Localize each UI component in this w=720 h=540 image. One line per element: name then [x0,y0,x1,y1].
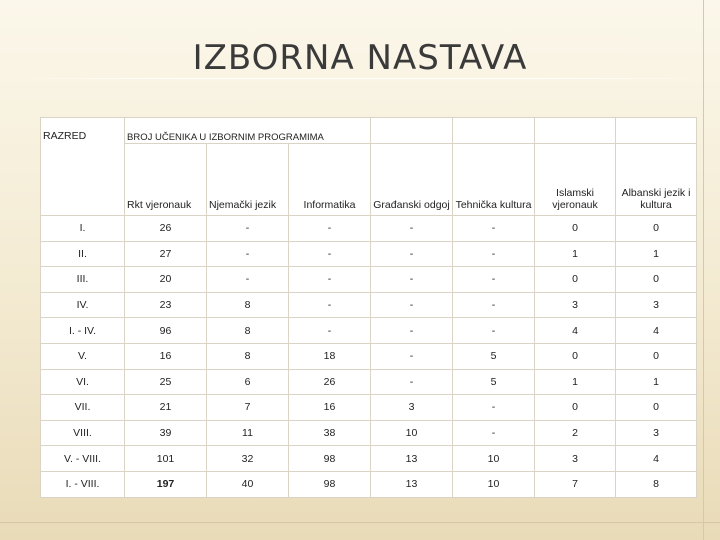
razred-header: RAZRED [41,118,125,216]
value-cell: 8 [207,343,289,369]
data-table-container [40,117,696,497]
value-cell: 8 [616,471,697,497]
value-cell: - [453,292,535,318]
column-header: Islamski vjeronauk [535,144,616,216]
value-cell: 2 [535,420,616,446]
value-cell: 21 [125,395,207,421]
value-cell: 38 [289,420,371,446]
value-cell: - [371,343,453,369]
value-cell: 10 [453,446,535,472]
table-row [41,369,697,395]
value-cell: 10 [371,420,453,446]
value-cell: 20 [125,267,207,293]
value-cell: 0 [616,395,697,421]
value-cell: 96 [125,318,207,344]
table-row [41,241,697,267]
value-cell: 16 [125,343,207,369]
value-cell: 101 [125,446,207,472]
table-row [41,216,697,242]
razred-cell: IV. [41,292,125,318]
table-row [41,471,697,497]
value-cell: 1 [616,241,697,267]
value-cell: 16 [289,395,371,421]
value-cell: - [289,267,371,293]
value-cell: 10 [453,471,535,497]
value-cell: 26 [289,369,371,395]
value-cell: - [453,395,535,421]
table-row [41,395,697,421]
value-cell: 39 [125,420,207,446]
value-cell: 1 [616,369,697,395]
razred-cell: VIII. [41,420,125,446]
value-cell: 1 [535,369,616,395]
razred-cell: I. - VIII. [41,471,125,497]
value-cell: 0 [535,343,616,369]
razred-cell: VI. [41,369,125,395]
value-cell: 6 [207,369,289,395]
table-row [41,446,697,472]
value-cell: 0 [616,343,697,369]
value-cell: - [207,267,289,293]
value-cell: 5 [453,343,535,369]
value-cell: - [289,216,371,242]
value-cell: - [453,267,535,293]
razred-cell: III. [41,267,125,293]
value-cell: 11 [207,420,289,446]
value-cell: 4 [616,318,697,344]
table-row [41,343,697,369]
header-blank-cell [535,118,616,144]
value-cell: - [371,267,453,293]
value-cell: 40 [207,471,289,497]
value-cell: - [371,369,453,395]
table-row [41,318,697,344]
razred-cell: I. - IV. [41,318,125,344]
value-cell: 4 [616,446,697,472]
header-blank-cell [616,118,697,144]
razred-cell: II. [41,241,125,267]
value-cell: 0 [535,395,616,421]
column-header: Rkt vjeronauk [125,144,207,216]
value-cell: 25 [125,369,207,395]
value-cell: 32 [207,446,289,472]
value-cell: 0 [616,267,697,293]
value-cell: 7 [535,471,616,497]
razred-cell: V. [41,343,125,369]
value-cell: 3 [535,292,616,318]
title-underline [0,78,720,79]
value-cell: - [453,216,535,242]
column-header: Tehnička kultura [453,144,535,216]
value-cell: 4 [535,318,616,344]
value-cell: 8 [207,292,289,318]
razred-cell: VII. [41,395,125,421]
value-cell: 27 [125,241,207,267]
value-cell: 26 [125,216,207,242]
value-cell: 13 [371,471,453,497]
header-blank-cell [371,118,453,144]
column-header: Njemački jezik [207,144,289,216]
value-cell: - [289,292,371,318]
table-row [41,267,697,293]
value-cell: 18 [289,343,371,369]
value-cell: - [371,318,453,344]
value-cell: 7 [207,395,289,421]
table-row [41,420,697,446]
value-cell: 98 [289,471,371,497]
value-cell: 3 [535,446,616,472]
right-edge-line [703,0,704,540]
value-cell: 98 [289,446,371,472]
value-cell: 8 [207,318,289,344]
value-cell: 13 [371,446,453,472]
value-cell: - [289,241,371,267]
value-cell: 3 [371,395,453,421]
value-cell: - [453,318,535,344]
izborna-nastava-table [40,117,697,498]
slide-title: IZBORNA NASTAVA [192,38,528,78]
value-cell: 0 [535,216,616,242]
value-cell: 3 [616,292,697,318]
value-cell: 0 [535,267,616,293]
value-cell: 3 [616,420,697,446]
value-cell: - [207,216,289,242]
value-cell: - [371,216,453,242]
bottom-edge-line [0,522,720,523]
value-cell: 23 [125,292,207,318]
column-header: Građanski odgoj [371,144,453,216]
value-cell: 1 [535,241,616,267]
group-header: BROJ UČENIKA U IZBORNIM PROGRAMIMA [125,118,371,144]
value-cell: 0 [616,216,697,242]
header-blank-cell [453,118,535,144]
value-cell: - [371,292,453,318]
value-cell: - [289,318,371,344]
column-header: Informatika [289,144,371,216]
value-cell: - [453,420,535,446]
value-cell: - [453,241,535,267]
table-body [41,216,697,498]
value-cell: - [207,241,289,267]
value-cell: 5 [453,369,535,395]
table-row [41,292,697,318]
razred-cell: V. - VIII. [41,446,125,472]
value-cell: - [371,241,453,267]
value-cell: 197 [125,471,207,497]
column-header: Albanski jezik i kultura [616,144,697,216]
razred-cell: I. [41,216,125,242]
